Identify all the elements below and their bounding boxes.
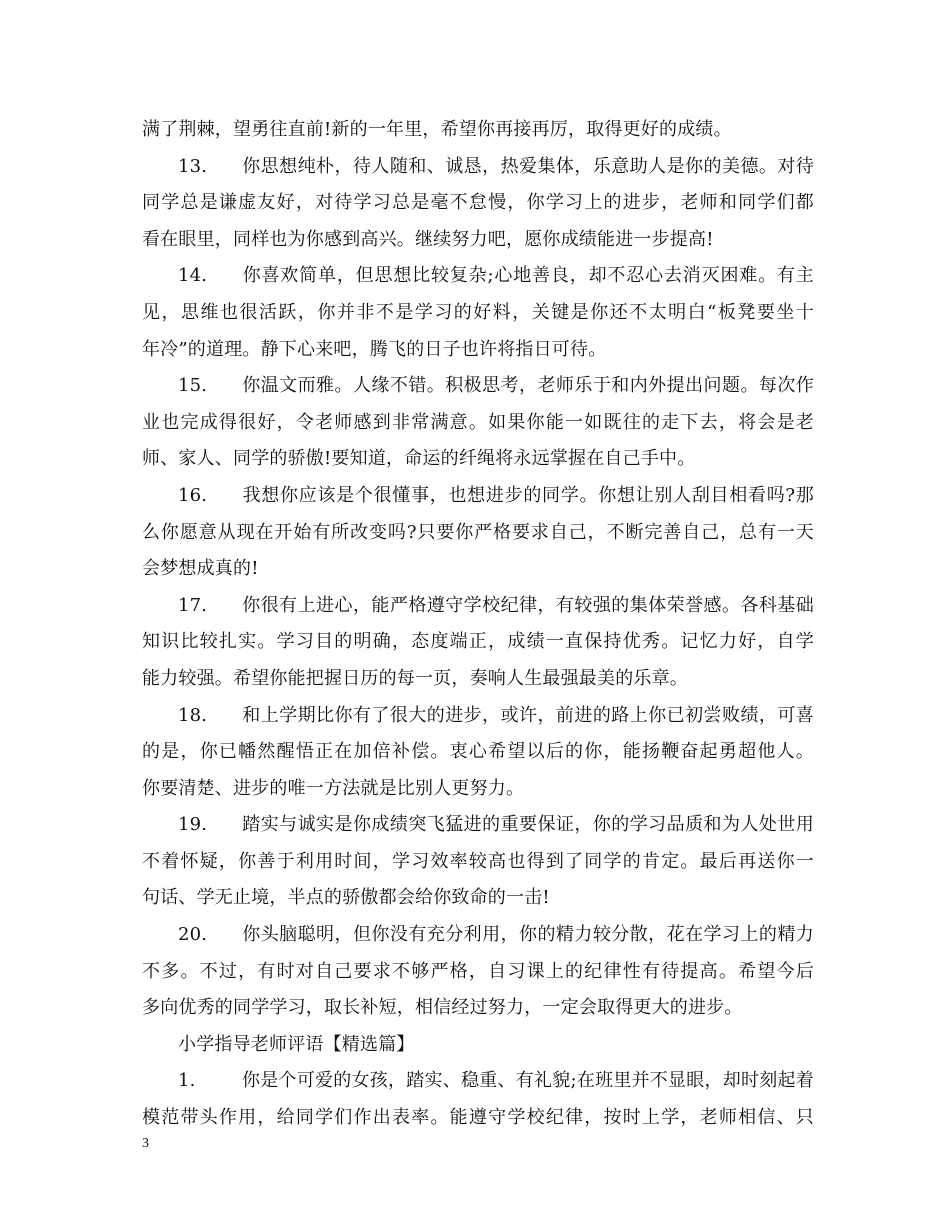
item-number: 19.: [178, 814, 208, 836]
text-line: 么你愿意从现在开始有所改变吗?只要你严格要求自己，不断完善自己，总有一天: [142, 521, 814, 543]
list-item-15-first-line: [142, 368, 814, 405]
item-text: 我想你应该是个很懂事，也想进步的同学。你想让别人刮目相看吗?那: [242, 484, 814, 506]
text-line: 知识比较扎实。学习目的明确，态度端正，成绩一直保持优秀。记忆力好，自学: [142, 631, 814, 653]
text-line: 句话、学无止境，半点的骄傲都会给你致命的一击!: [142, 887, 550, 909]
item-number: 15.: [178, 375, 208, 397]
text-line: 模范带头作用，给同学们作出表率。能遵守学校纪律，按时上学，老师相信、只: [142, 1107, 814, 1129]
list-item-18-first-line: [142, 698, 814, 735]
item-text: 你喜欢简单，但思想比较复杂;心地善良，却不忍心去消灭困难。有主: [242, 265, 814, 287]
text-line: 师、家人、同学的骄傲!要知道，命运的纤绳将永远掌握在自己手中。: [142, 448, 696, 470]
page-number: 3: [142, 1136, 149, 1151]
item-text: 你很有上进心，能严格遵守学校纪律，有较强的集体荣誉感。各科基础: [242, 594, 814, 616]
text-line: 会梦想成真的!: [142, 558, 259, 580]
list-item-17-first-line: [142, 588, 814, 625]
item-number: 17.: [178, 594, 208, 616]
text-line: 见，思维也很活跃，你并非不是学习的好料，关键是你还不太明白“板凳要坐十: [142, 301, 814, 323]
list-item-16-first-line: [142, 478, 814, 515]
text-line: 的是，你已幡然醒悟正在加倍补偿。衷心希望以后的你，能扬鞭奋起勇超他人。: [142, 741, 814, 763]
list-item-14-first-line: [142, 258, 814, 295]
item-text: 你温文而雅。人缘不错。积极思考，老师乐于和内外提出问题。每次作: [242, 375, 814, 397]
text-line: 多向优秀的同学学习，取长补短，相信经过努力，一定会取得更大的进步。: [142, 997, 743, 1019]
section-item-1-first-line: [142, 1063, 814, 1100]
text-line: 你要清楚、进步的唯一方法就是比别人更努力。: [142, 777, 525, 799]
text-line: 不着怀疑，你善于利用时间，学习效率较高也得到了同学的肯定。最后再送你一: [142, 850, 814, 872]
list-item-19-first-line: [142, 807, 814, 844]
text-line: 看在眼里，同样也为你感到高兴。继续努力吧，愿你成绩能进一步提高!: [142, 228, 714, 250]
item-number: 16.: [178, 484, 208, 506]
document-body: [142, 112, 814, 1137]
item-text: 踏实与诚实是你成绩突飞猛进的重要保证，你的学习品质和为人处世用: [242, 814, 814, 836]
item-text: 你思想纯朴，待人随和、诚恳，热爱集体，乐意助人是你的美德。对待: [242, 155, 814, 177]
item-number: 18.: [178, 704, 208, 726]
text-line: 年冷”的道理。静下心来吧，腾飞的日子也许将指日可待。: [142, 338, 607, 360]
text-line: 能力较强。希望你能把握日历的每一页，奏响人生最强最美的乐章。: [142, 667, 688, 689]
text-line: 满了荆棘，望勇往直前!新的一年里，希望你再接再厉，取得更好的成绩。: [142, 119, 732, 140]
text-line: 同学总是谦虚友好，对待学习总是毫不怠慢，你学习上的进步，老师和同学们都: [142, 192, 814, 214]
item-number: 13.: [178, 155, 208, 177]
item-number: 1.: [178, 1070, 196, 1092]
list-item-20-first-line: [142, 917, 814, 954]
item-number: 20.: [178, 924, 208, 946]
item-text: 和上学期比你有了很大的进步，或许，前进的路上你已初尝败绩，可喜: [242, 704, 814, 726]
item-text: 你头脑聪明，但你没有充分利用，你的精力较分散，花在学习上的精力: [242, 924, 814, 946]
item-text: 你是个可爱的女孩，踏实、稳重、有礼貌;在班里并不显眼，却时刻起着: [242, 1070, 814, 1092]
item-number: 14.: [178, 265, 208, 287]
text-line: 不多。不过，有时对自己要求不够严格，自习课上的纪律性有待提高。希望今后: [142, 960, 814, 982]
text-line: 业也完成得很好，令老师感到非常满意。如果你能一如既往的走下去，将会是老: [142, 411, 814, 433]
section-heading: 小学指导老师评语【精选篇】: [178, 1033, 415, 1055]
list-item-13-first-line: [142, 149, 814, 186]
